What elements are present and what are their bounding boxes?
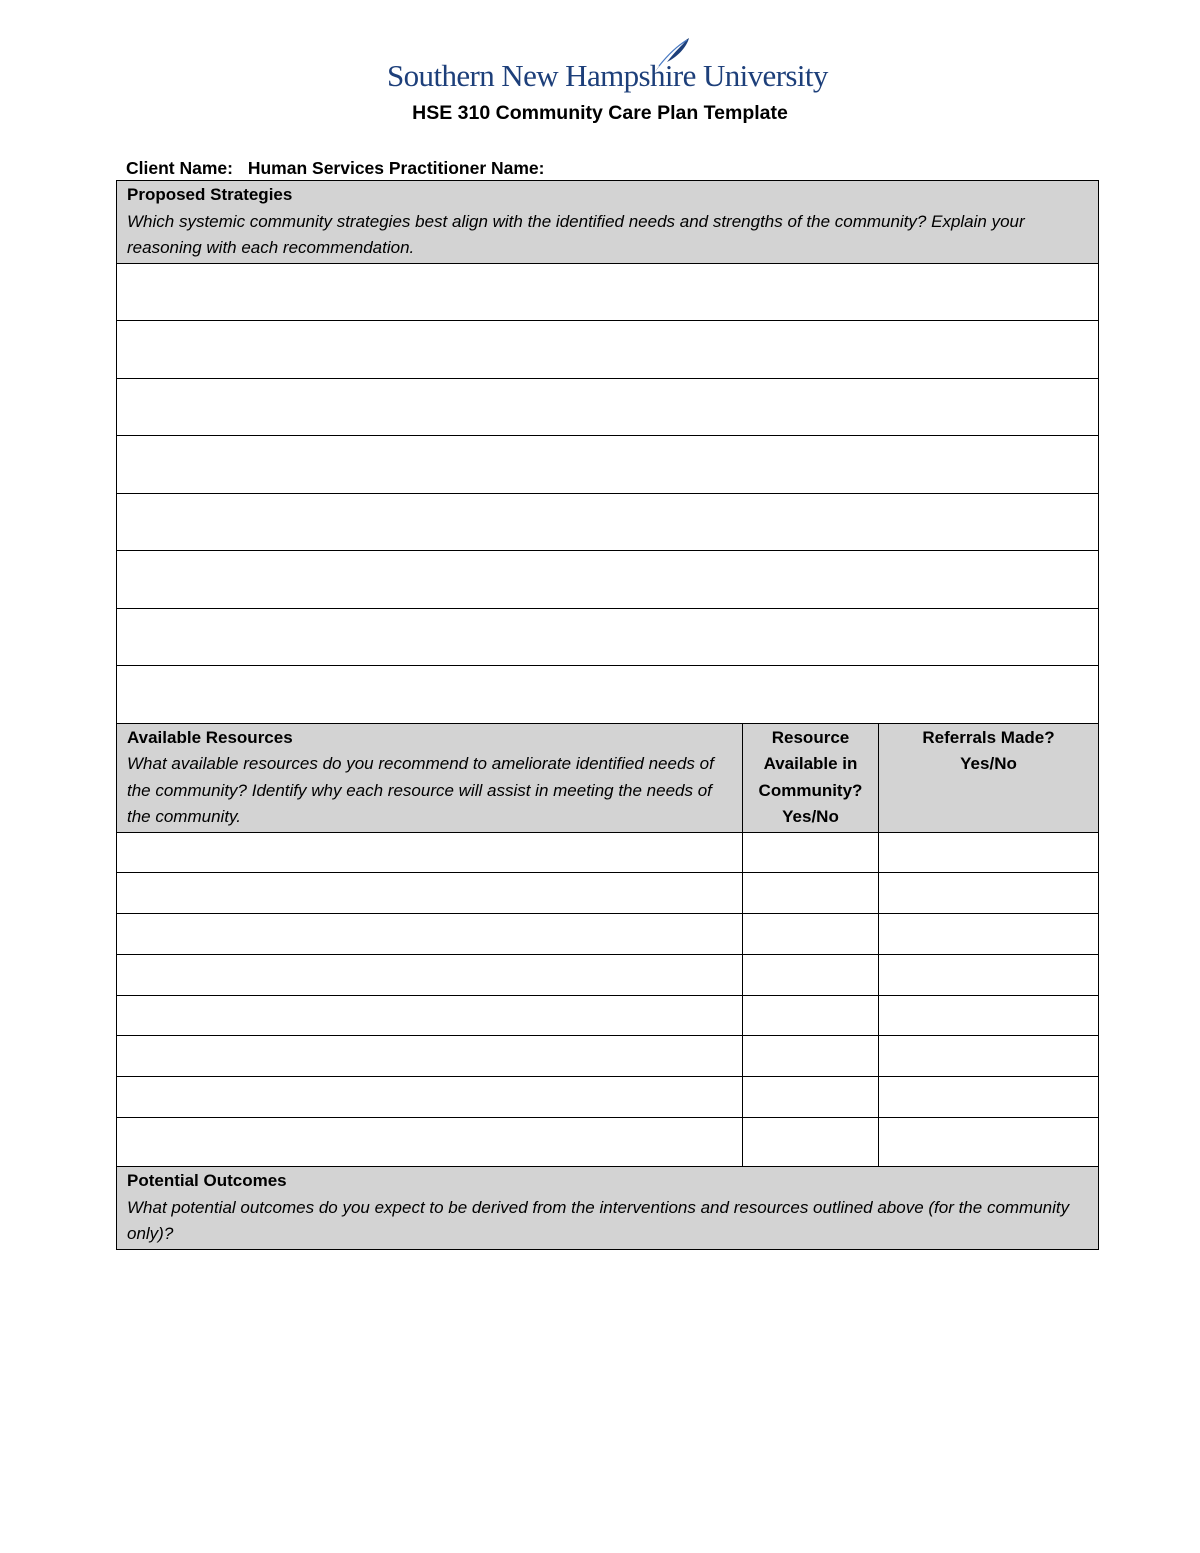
potential-outcomes-prompt: What potential outcomes do you expect to be derived from the interventions and resources outlined above (for the community only)? bbox=[127, 1197, 1070, 1244]
resource-available-cell[interactable] bbox=[743, 954, 879, 995]
strategy-entry-cell[interactable] bbox=[117, 436, 1099, 494]
strategy-row bbox=[117, 493, 1099, 551]
client-name-label: Client Name: bbox=[126, 158, 233, 178]
care-plan-table bbox=[116, 180, 1099, 1250]
referral-made-cell[interactable] bbox=[879, 914, 1099, 955]
strategy-entry-cell[interactable] bbox=[117, 608, 1099, 666]
resource-entry-cell[interactable] bbox=[117, 1118, 743, 1167]
resource-row bbox=[117, 873, 1099, 914]
available-resources-header bbox=[117, 723, 743, 832]
resource-entry-cell[interactable] bbox=[117, 954, 743, 995]
available-resources-header-row bbox=[117, 723, 1099, 832]
proposed-strategies-prompt: Which systemic community strategies best align with the identified needs and strengths of the community? Explain your reasoning with each recommendation. bbox=[127, 211, 1025, 257]
strategy-entry-cell[interactable] bbox=[117, 666, 1099, 724]
university-logo bbox=[387, 34, 828, 98]
university-name: Southern New Hampshire University bbox=[387, 58, 828, 93]
practitioner-name-label: Human Services Practitioner Name: bbox=[247, 158, 545, 178]
column-header-line: Yes/No bbox=[782, 807, 839, 826]
strategy-entry-cell[interactable] bbox=[117, 493, 1099, 551]
column-header-line: Available in bbox=[763, 754, 858, 773]
referrals-made-column-header bbox=[879, 723, 1099, 832]
strategy-row bbox=[117, 551, 1099, 609]
referral-made-cell[interactable] bbox=[879, 832, 1099, 873]
available-resources-title: Available Resources bbox=[127, 727, 293, 747]
strategy-row bbox=[117, 608, 1099, 666]
potential-outcomes-header bbox=[117, 1167, 1099, 1250]
resource-entry-cell[interactable] bbox=[117, 995, 743, 1036]
resource-entry-cell[interactable] bbox=[117, 832, 743, 873]
referral-made-cell[interactable] bbox=[879, 873, 1099, 914]
strategy-row bbox=[117, 321, 1099, 379]
strategy-entry-cell[interactable] bbox=[117, 378, 1099, 436]
strategy-row bbox=[117, 436, 1099, 494]
referral-made-cell[interactable] bbox=[879, 1077, 1099, 1118]
column-header-line: Yes/No bbox=[960, 754, 1017, 773]
resource-available-cell[interactable] bbox=[743, 1036, 879, 1077]
resource-row bbox=[117, 954, 1099, 995]
strategy-row bbox=[117, 666, 1099, 724]
column-header-line: Community? bbox=[758, 780, 863, 800]
referral-made-cell[interactable] bbox=[879, 1036, 1099, 1077]
resource-available-cell[interactable] bbox=[743, 832, 879, 873]
strategy-entry-cell[interactable] bbox=[117, 321, 1099, 379]
resource-row bbox=[117, 1036, 1099, 1077]
potential-outcomes-header-row bbox=[117, 1167, 1099, 1250]
resource-available-cell[interactable] bbox=[743, 1077, 879, 1118]
resource-available-cell[interactable] bbox=[743, 914, 879, 955]
resource-row bbox=[117, 1118, 1099, 1167]
proposed-strategies-header-row bbox=[117, 181, 1099, 264]
strategy-entry-cell[interactable] bbox=[117, 551, 1099, 609]
client-info-line bbox=[126, 156, 545, 180]
proposed-strategies-title: Proposed Strategies bbox=[127, 185, 293, 204]
resource-row bbox=[117, 1077, 1099, 1118]
resource-row bbox=[117, 914, 1099, 955]
strategy-row bbox=[117, 378, 1099, 436]
resource-available-cell[interactable] bbox=[743, 873, 879, 914]
resource-available-cell[interactable] bbox=[743, 1118, 879, 1167]
resource-available-cell[interactable] bbox=[743, 995, 879, 1036]
strategy-row bbox=[117, 263, 1099, 321]
document-title: HSE 310 Community Care Plan Template bbox=[412, 102, 788, 124]
resource-row bbox=[117, 995, 1099, 1036]
column-header-line: Referrals Made? bbox=[922, 727, 1055, 747]
resource-entry-cell[interactable] bbox=[117, 873, 743, 914]
column-header-line: Resource bbox=[771, 727, 850, 747]
potential-outcomes-title: Potential Outcomes bbox=[127, 1171, 287, 1191]
referral-made-cell[interactable] bbox=[879, 1118, 1099, 1167]
resource-entry-cell[interactable] bbox=[117, 1077, 743, 1118]
resource-row bbox=[117, 832, 1099, 873]
referral-made-cell[interactable] bbox=[879, 995, 1099, 1036]
resource-available-column-header bbox=[743, 723, 879, 832]
proposed-strategies-header bbox=[117, 181, 1099, 264]
resource-entry-cell[interactable] bbox=[117, 1036, 743, 1077]
resource-entry-cell[interactable] bbox=[117, 914, 743, 955]
referral-made-cell[interactable] bbox=[879, 954, 1099, 995]
strategy-entry-cell[interactable] bbox=[117, 263, 1099, 321]
available-resources-prompt: What available resources do you recommend to ameliorate identified needs of the community? Identify why each resource will assist in meeting the needs of the community. bbox=[127, 754, 714, 826]
